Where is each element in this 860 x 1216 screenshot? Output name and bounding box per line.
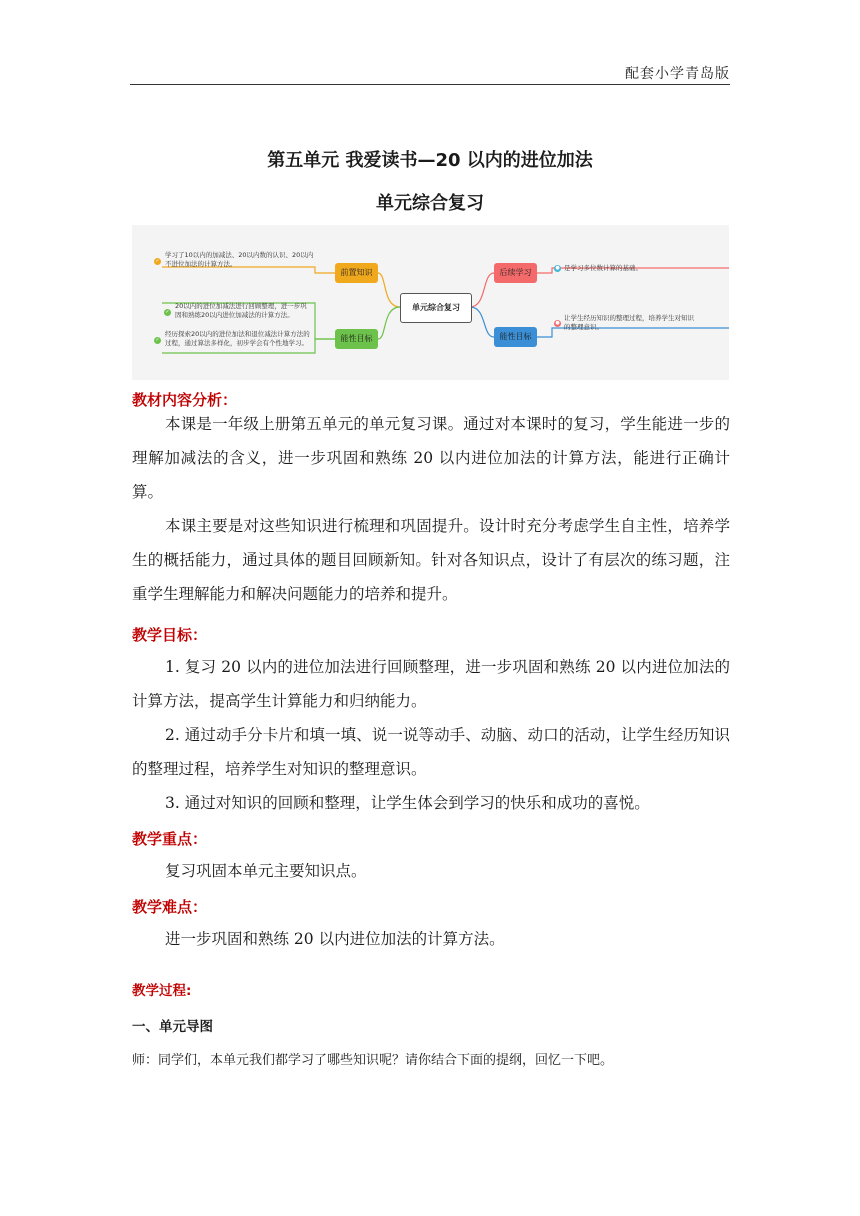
step1-text: 师：同学们，本单元我们都学习了哪些知识呢？请你结合下面的提纲，回忆一下吧。 (132, 1053, 614, 1068)
analysis-heading: 教材内容分析： (132, 391, 238, 409)
mind-map-node-followup: 后续学习 (494, 263, 537, 283)
difficulty-heading: 教学难点： (132, 898, 208, 916)
mind-map-node-affective: 能性目标 (494, 327, 537, 347)
page-title: 第五单元 我爱读书—20 以内的进位加法 (267, 150, 593, 171)
header-rule (130, 84, 730, 85)
affective-bullet-icon: ● (555, 320, 560, 326)
goal2-check-icon: ✓ (155, 337, 160, 343)
mind-map-node-goals: 能性目标 (335, 329, 378, 349)
prior-bullet-icon: ✓ (155, 258, 160, 264)
mind-map-leaf-affective: 让学生经历知识的整理过程，培养学生对知识 的整理意识。 (564, 314, 694, 332)
mind-map-leaf-followup: 是学习多位数计算的基础。 (564, 264, 642, 272)
process-heading: 教学过程: (132, 983, 192, 999)
analysis-paragraph-1: 本课是一年级上册第五单元的单元复习课。通过对本课时的复习，学生能进一步的理解加减法的含义，进一步巩固和熟练 20 以内进位加法的计算方法，能进行正确计算。 (132, 415, 730, 501)
page-subtitle: 单元综合复习 (376, 193, 484, 214)
mind-map-leaf-goal2: 经历探索20以内的进位加法和退位减法计算方法的 过程，通过算法多样化，初步学会有个性地学习。 (165, 330, 310, 348)
header-publisher: 配套小学青岛版 (625, 66, 730, 82)
followup-bullet-icon: ● (555, 265, 560, 271)
difficulty-text: 进一步巩固和熟练 20 以内进位加法的计算方法。 (165, 930, 505, 948)
mind-map-leaf-goal1: 20以内的进位加减法进行回顾整理，进一步巩 固和熟练20以内进位加减法的计算方法。 (175, 302, 307, 320)
goals-heading: 教学目标： (132, 626, 208, 644)
goal-item-1: 1. 复习 20 以内的进位加法进行回顾整理，进一步巩固和熟练 20 以内进位加法的计算方法，提高学生计算能力和归纳能力。 (132, 658, 730, 710)
mind-map (132, 225, 729, 380)
step1-heading: 一、单元导图 (132, 1019, 213, 1035)
mind-map-node-prior: 前置知识 (335, 263, 378, 283)
analysis-paragraph-2: 本课主要是对这些知识进行梳理和巩固提升。设计时充分考虑学生自主性，培养学生的概括能力，通过具体的题目回顾新知。针对各知识点，设计了有层次的练习题，注重学生理解能力和解决问题能力的培养和提升。 (132, 517, 730, 603)
mind-map-leaf-prior: 学习了10以内的加减法、20以内数的认识、20以内 不进位加法的计算方法。 (165, 251, 314, 269)
goal-item-2: 2. 通过动手分卡片和填一填、说一说等动手、动脑、动口的活动，让学生经历知识的整理过程，培养学生对知识的整理意识。 (132, 726, 730, 778)
key-point-heading: 教学重点： (132, 830, 208, 848)
goal1-check-icon: ✓ (165, 309, 170, 315)
mind-map-center-node: 单元综合复习 (400, 293, 472, 323)
key-point-text: 复习巩固本单元主要知识点。 (165, 862, 367, 880)
goal-item-3: 3. 通过对知识的回顾和整理，让学生体会到学习的快乐和成功的喜悦。 (165, 794, 650, 812)
